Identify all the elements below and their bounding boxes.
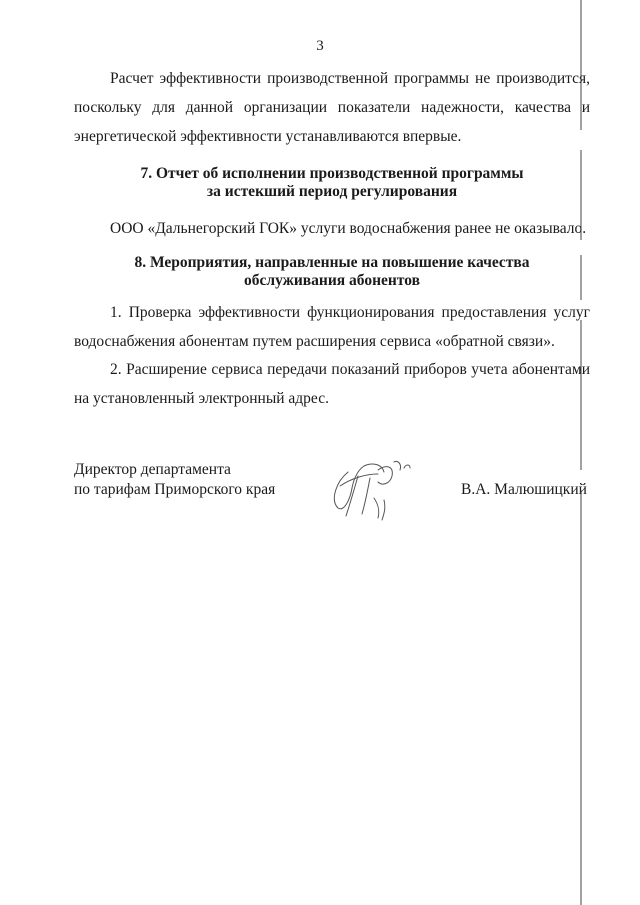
section-7-title-line1: 7. Отчет об исполнении производственной программы xyxy=(140,165,524,182)
signatory-position xyxy=(74,460,275,500)
section-7-heading xyxy=(74,165,590,201)
section-8-title-line1: 8. Мероприятия, направленные на повышение качества xyxy=(134,254,530,271)
handwritten-signature xyxy=(318,452,428,522)
section-8-heading xyxy=(74,254,590,290)
scan-margin-line xyxy=(578,0,598,905)
section-8-item-1: 1. Проверка эффективности функционирования предоставления услуг водоснабжения абонентам путем расширения сервиса «обратной связи». xyxy=(74,304,590,350)
page-number: 3 xyxy=(316,38,324,54)
signatory-name: В.А. Малюшицкий xyxy=(461,481,587,498)
signatory-position-line1: Директор департамента xyxy=(74,461,231,478)
section-7-title-line2: за истекший период регулирования xyxy=(206,183,458,200)
section-8-title-line2: обслуживания абонентов xyxy=(244,272,420,289)
signatory-position-line2: по тарифам Приморского края xyxy=(74,481,276,498)
section-8-item-2: 2. Расширение сервиса передачи показаний приборов учета абонентами на установленный электронный адрес. xyxy=(74,361,590,407)
section-7-text: ООО «Дальнегорский ГОК» услуги водоснабжения ранее не оказывало. xyxy=(110,220,587,237)
paragraph-efficiency-note: Расчет эффективности производственной программы не производится, поскольку для данной организации показатели надежности, качества и энергетической эффективности устанавливаются впервые. xyxy=(74,70,590,145)
